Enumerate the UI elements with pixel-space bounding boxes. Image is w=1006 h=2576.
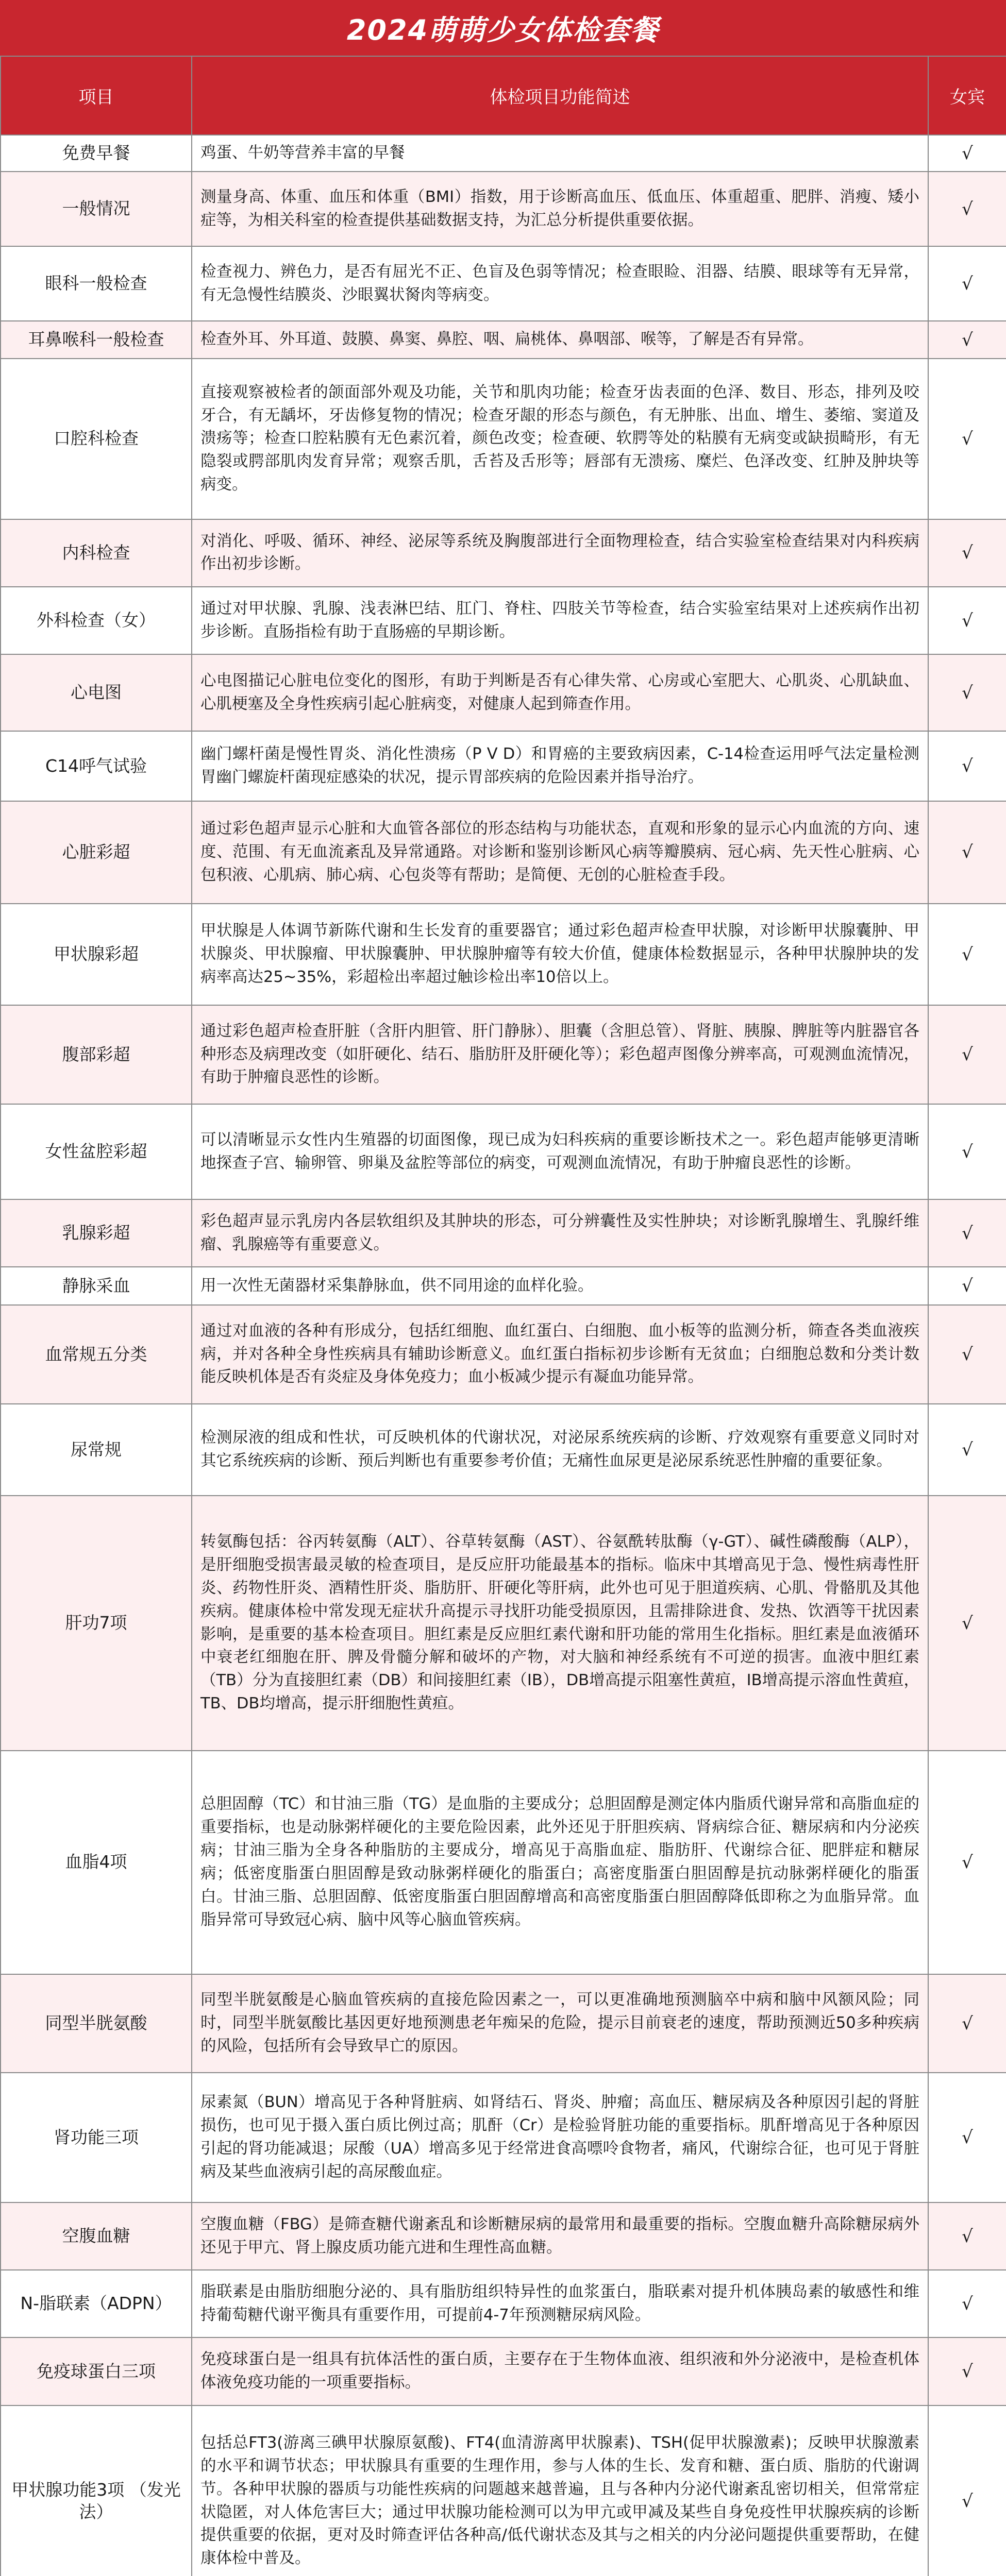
- item-description: 甲状腺是人体调节新陈代谢和生长发育的重要器官；通过彩色超声检查甲状腺，对诊断甲状腺囊肿、甲状腺炎、甲状腺瘤、甲状腺囊肿、甲状腺肿瘤等有较大价值，健康体检数据显示，各种甲状腺肿块的发病率高达25~35%，彩超检出率超过触诊检出率10倍以上。: [192, 904, 928, 1006]
- female-included-check: √: [928, 1104, 1006, 1199]
- item-description: 转氨酶包括：谷丙转氨酶（ALT）、谷草转氨酶（AST）、谷氨酰转肽酶（γ-GT）、碱性磷酸酶（ALP），是肝细胞受损害最灵敏的检查项目，是反应肝功能最基本的指标。临床中其增高见于急、慢性病毒性肝炎、药物性肝炎、酒精性肝炎、脂肪肝、肝硬化等肝病，此外也可见于胆道疾病、心肌、骨骼肌及其他疾病。健康体检中常发现无症状升高提示寻找肝功能受损原因，且需排除进食、发热、饮酒等干扰因素影响，是重要的基本检查项目。胆红素是反应胆红素代谢和肝功能的常用生化指标。胆红素是血液循环中衰老红细胞在肝、脾及骨髓分解和破坏的产物，对大脑和神经系统有不可逆的损害。血液中胆红素（TB）分为直接胆红素（DB）和间接胆红素（IB），DB增高提示阻塞性黄疸，IB增高提示溶血性黄疸，TB、DB均增高，提示肝细胞性黄疸。: [192, 1496, 928, 1750]
- item-name: 肾功能三项: [1, 2073, 192, 2202]
- item-name: 肝功7项: [1, 1496, 192, 1750]
- item-name: 腹部彩超: [1, 1005, 192, 1104]
- item-name: 甲状腺彩超: [1, 904, 192, 1006]
- item-description: 对消化、呼吸、循环、神经、泌尿等系统及胸腹部进行全面物理检查，结合实验室检查结果对内科疾病作出初步诊断。: [192, 519, 928, 587]
- item-description: 幽门螺杆菌是慢性胃炎、消化性溃疡（P V D）和胃癌的主要致病因素，C-14检查运用呼气法定量检测胃幽门螺旋杆菌现症感染的状况，提示胃部疾病的危险因素并指导治疗。: [192, 731, 928, 801]
- female-included-check: √: [928, 321, 1006, 359]
- page-title: 2024萌萌少女体检套餐: [0, 0, 1006, 56]
- item-description: 免疫球蛋白是一组具有抗体活性的蛋白质，主要存在于生物体血液、组织液和外分泌液中，是检查机体体液免疫功能的一项重要指标。: [192, 2337, 928, 2405]
- table-row: [1, 1005, 1006, 1104]
- female-included-check: √: [928, 1267, 1006, 1305]
- table-row: [1, 801, 1006, 904]
- female-included-check: √: [928, 2405, 1006, 2576]
- table-row: [1, 2073, 1006, 2202]
- female-included-check: √: [928, 587, 1006, 654]
- table-row: [1, 246, 1006, 321]
- item-name: 同型半胱氨酸: [1, 1974, 192, 2073]
- item-name: 眼科一般检查: [1, 246, 192, 321]
- table-header-row: [1, 56, 1006, 135]
- item-name: 乳腺彩超: [1, 1199, 192, 1267]
- item-name: 一般情况: [1, 172, 192, 246]
- item-description: 脂联素是由脂肪细胞分泌的、具有脂肪组织特异性的血浆蛋白，脂联素对提升机体胰岛素的敏感性和维持葡萄糖代谢平衡具有重要作用，可提前4-7年预测糖尿病风险。: [192, 2270, 928, 2337]
- item-name: 心脏彩超: [1, 801, 192, 904]
- item-name: 空腹血糖: [1, 2202, 192, 2270]
- female-included-check: √: [928, 904, 1006, 1006]
- item-name: 免疫球蛋白三项: [1, 2337, 192, 2405]
- item-name: 心电图: [1, 654, 192, 731]
- female-included-check: √: [928, 1199, 1006, 1267]
- item-name: 口腔科检查: [1, 359, 192, 519]
- item-description: 心电图描记心脏电位变化的图形，有助于判断是否有心律失常、心房或心室肥大、心肌炎、心肌缺血、心肌梗塞及全身性疾病引起心脏病变，对健康人起到筛查作用。: [192, 654, 928, 731]
- table-row: [1, 321, 1006, 359]
- item-description: 检查视力、辨色力，是否有屈光不正、色盲及色弱等情况；检查眼睑、泪器、结膜、眼球等有无异常，有无急慢性结膜炎、沙眼翼状胬肉等病变。: [192, 246, 928, 321]
- female-included-check: √: [928, 246, 1006, 321]
- item-description: 空腹血糖（FBG）是筛查糖代谢紊乱和诊断糖尿病的最常用和最重要的指标。空腹血糖升高除糖尿病外还见于甲亢、肾上腺皮质功能亢进和生理性高血糖。: [192, 2202, 928, 2270]
- table-row: [1, 654, 1006, 731]
- female-included-check: √: [928, 519, 1006, 587]
- item-name: 静脉采血: [1, 1267, 192, 1305]
- table-row: [1, 904, 1006, 1006]
- female-included-check: √: [928, 172, 1006, 246]
- item-description: 彩色超声显示乳房内各层软组织及其肿块的形态，可分辨囊性及实性肿块；对诊断乳腺增生、乳腺纤维瘤、乳腺癌等有重要意义。: [192, 1199, 928, 1267]
- checkup-table: [0, 56, 1006, 2576]
- table-row: [1, 2337, 1006, 2405]
- item-description: 用一次性无菌器材采集静脉血，供不同用途的血样化验。: [192, 1267, 928, 1305]
- item-description: 鸡蛋、牛奶等营养丰富的早餐: [192, 135, 928, 172]
- table-row: [1, 2270, 1006, 2337]
- table-row: [1, 1104, 1006, 1199]
- item-description: 通过对甲状腺、乳腺、浅表淋巴结、肛门、脊柱、四肢关节等检查，结合实验室结果对上述疾病作出初步诊断。直肠指检有助于直肠癌的早期诊断。: [192, 587, 928, 654]
- column-header-item: 项目: [1, 56, 192, 135]
- table-row: [1, 359, 1006, 519]
- item-description: 同型半胱氨酸是心脑血管疾病的直接危险因素之一，可以更准确地预测脑卒中病和脑中风额风险；同时，同型半胱氨酸比基因更好地预测患老年痴呆的危险，提示目前衰老的速度，帮助预测近50多种疾病的风险，包括所有会导致早亡的原因。: [192, 1974, 928, 2073]
- item-description: 包括总FT3(游离三碘甲状腺原氨酸)、FT4(血清游离甲状腺素)、TSH(促甲状腺激素)；反映甲状腺激素的水平和调节状态；甲状腺具有重要的生理作用，参与人体的生长、发育和糖、蛋白质、脂肪的代谢调节。各种甲状腺的器质与功能性疾病的问题越来越普遍，且与各种内分泌代谢紊乱密切相关，但常常症状隐匿，对人体危害巨大；通过甲状腺功能检测可以为甲亢或甲减及某些自身免疫性甲状腺疾病的诊断提供重要的依据，更对及时筛查评估各种高/低代谢状态及其与之相关的内分泌问题提供重要帮助，在健康体检中普及。: [192, 2405, 928, 2576]
- item-name: 免费早餐: [1, 135, 192, 172]
- item-name: 尿常规: [1, 1404, 192, 1496]
- item-description: 通过彩色超声检查肝脏（含肝内胆管、肝门静脉）、胆囊（含胆总管）、肾脏、胰腺、脾脏等内脏器官各种形态及病理改变（如肝硬化、结石、脂肪肝及肝硬化等）；彩色超声图像分辨率高，可观测血流情况，有助于肿瘤良恶性的诊断。: [192, 1005, 928, 1104]
- female-included-check: √: [928, 1751, 1006, 1974]
- item-description: 可以清晰显示女性内生殖器的切面图像，现已成为妇科疾病的重要诊断技术之一。彩色超声能够更清晰地探查子宫、输卵管、卵巢及盆腔等部位的病变，可观测血流情况，有助于肿瘤良恶性的诊断。: [192, 1104, 928, 1199]
- item-description: 通过对血液的各种有形成分，包括红细胞、血红蛋白、白细胞、血小板等的监测分析，筛查各类血液疾病，并对各种全身性疾病具有辅助诊断意义。血红蛋白指标初步诊断有无贫血；白细胞总数和分类计数能反映机体是否有炎症及身体免疫力；血小板减少提示有凝血功能异常。: [192, 1305, 928, 1403]
- table-row: [1, 135, 1006, 172]
- female-included-check: √: [928, 2270, 1006, 2337]
- item-name: N-脂联素（ADPN）: [1, 2270, 192, 2337]
- item-name: 血脂4项: [1, 1751, 192, 1974]
- female-included-check: √: [928, 2073, 1006, 2202]
- item-description: 总胆固醇（TC）和甘油三脂（TG）是血脂的主要成分；总胆固醇是测定体内脂质代谢异常和高脂血症的重要指标，也是动脉粥样硬化的主要危险因素，此外还见于肝胆疾病、肾病综合征、糖尿病和内分泌疾病；甘油三脂为全身各种脂肪的主要成分，增高见于高脂血症、脂肪肝、代谢综合征、肥胖症和糖尿病；低密度脂蛋白胆固醇是致动脉粥样硬化的脂蛋白；高密度脂蛋白胆固醇是抗动脉粥样硬化的脂蛋白。甘油三脂、总胆固醇、低密度脂蛋白胆固醇增高和高密度脂蛋白胆固醇降低即称之为血脂异常。血脂异常可导致冠心病、脑中风等心脑血管疾病。: [192, 1751, 928, 1974]
- table-row: [1, 519, 1006, 587]
- female-included-check: √: [928, 1404, 1006, 1496]
- item-name: C14呼气试验: [1, 731, 192, 801]
- table-row: [1, 1305, 1006, 1403]
- item-name: 女性盆腔彩超: [1, 1104, 192, 1199]
- female-included-check: √: [928, 731, 1006, 801]
- item-description: 直接观察被检者的颌面部外观及功能，关节和肌肉功能；检查牙齿表面的色泽、数目、形态，排列及咬牙合，有无龋坏，牙齿修复物的情况；检查牙龈的形态与颜色，有无肿胀、出血、增生、萎缩、窦道及溃疡等；检查口腔粘膜有无色素沉着，颜色改变；检查硬、软腭等处的粘膜有无病变或缺损畸形，有无隐裂或腭部肌肉发育异常；观察舌肌，舌苔及舌形等；唇部有无溃疡、糜烂、色泽改变、红肿及肿块等病变。: [192, 359, 928, 519]
- female-included-check: √: [928, 359, 1006, 519]
- female-included-check: √: [928, 1974, 1006, 2073]
- table-row: [1, 2202, 1006, 2270]
- table-row: [1, 2405, 1006, 2576]
- table-row: [1, 587, 1006, 654]
- female-included-check: √: [928, 135, 1006, 172]
- female-included-check: √: [928, 654, 1006, 731]
- table-row: [1, 1404, 1006, 1496]
- female-included-check: √: [928, 801, 1006, 904]
- item-description: 测量身高、体重、血压和体重（BMI）指数，用于诊断高血压、低血压、体重超重、肥胖、消瘦、矮小症等，为相关科室的检查提供基础数据支持，为汇总分析提供重要依据。: [192, 172, 928, 246]
- female-included-check: √: [928, 2202, 1006, 2270]
- item-name: 外科检查（女）: [1, 587, 192, 654]
- item-description: 通过彩色超声显示心脏和大血管各部位的形态结构与功能状态，直观和形象的显示心内血流的方向、速度、范围、有无血流紊乱及异常通路。对诊断和鉴别诊断风心病等瓣膜病、冠心病、先天性心脏病、心包积液、心肌病、肺心病、心包炎等有帮助；是简便、无创的心脏检查手段。: [192, 801, 928, 904]
- item-name: 耳鼻喉科一般检查: [1, 321, 192, 359]
- item-name: 甲状腺功能3项 （发光法）: [1, 2405, 192, 2576]
- item-description: 尿素氮（BUN）增高见于各种肾脏病、如肾结石、肾炎、肿瘤；高血压、糖尿病及各种原因引起的肾脏损伤，也可见于摄入蛋白质比例过高；肌酐（Cr）是检验肾脏功能的重要指标。肌酐增高见于各种原因引起的肾功能减退；尿酸（UA）增高多见于经常进食高嘌呤食物者，痛风，代谢综合征，也可见于肾脏病及某些血液病引起的高尿酸血症。: [192, 2073, 928, 2202]
- table-row: [1, 731, 1006, 801]
- item-description: 检测尿液的组成和性状，可反映机体的代谢状况，对泌尿系统疾病的诊断、疗效观察有重要意义同时对其它系统疾病的诊断、预后判断也有重要参考价值；无痛性血尿更是泌尿系统恶性肿瘤的重要征象。: [192, 1404, 928, 1496]
- column-header-female: 女宾: [928, 56, 1006, 135]
- table-row: [1, 1751, 1006, 1974]
- table-row: [1, 1199, 1006, 1267]
- table-row: [1, 1267, 1006, 1305]
- column-header-description: 体检项目功能简述: [192, 56, 928, 135]
- female-included-check: √: [928, 1305, 1006, 1403]
- female-included-check: √: [928, 1496, 1006, 1750]
- table-row: [1, 1974, 1006, 2073]
- item-name: 血常规五分类: [1, 1305, 192, 1403]
- female-included-check: √: [928, 2337, 1006, 2405]
- item-name: 内科检查: [1, 519, 192, 587]
- female-included-check: √: [928, 1005, 1006, 1104]
- table-row: [1, 172, 1006, 246]
- table-row: [1, 1496, 1006, 1750]
- item-description: 检查外耳、外耳道、鼓膜、鼻窦、鼻腔、咽、扁桃体、鼻咽部、喉等，了解是否有异常。: [192, 321, 928, 359]
